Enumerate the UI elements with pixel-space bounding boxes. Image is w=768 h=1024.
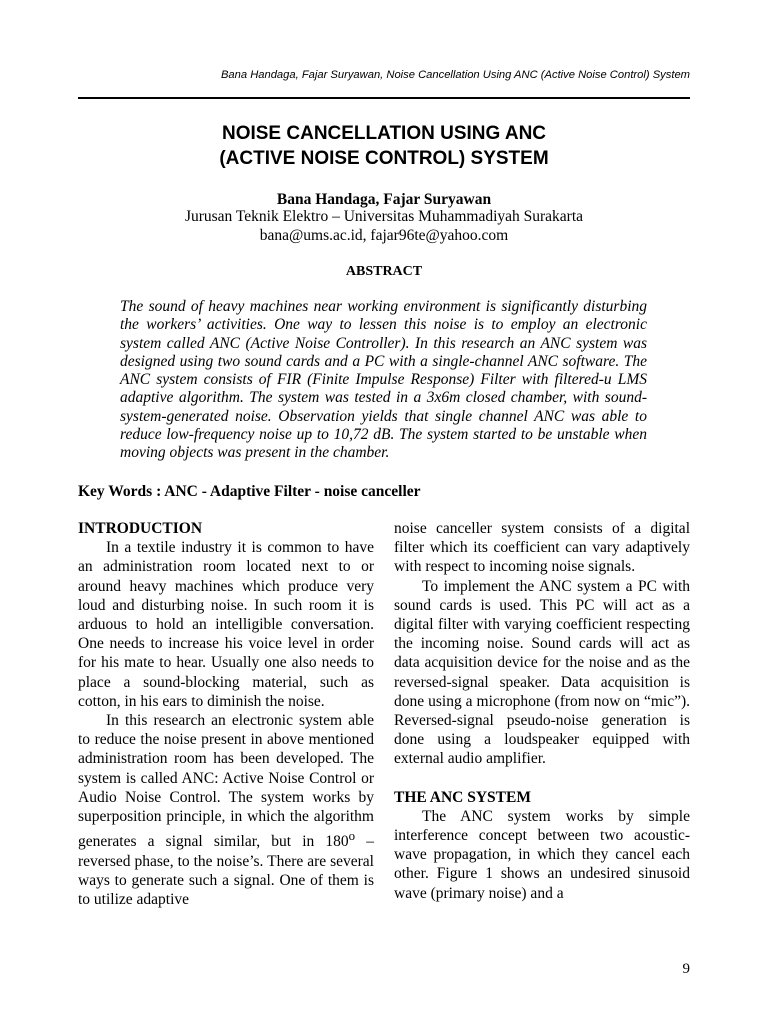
running-head: Bana Handaga, Fajar Suryawan, Noise Cancellation Using ANC (Active Noise Control) System: [220, 69, 690, 81]
abstract-text: The sound of heavy machines near working environment is significantly disturbing the workers’ activities. One way to lessen this noise is to employ an electronic system called ANC (Active Noise Controller). In this research an ANC system was designed using two sound cards and a PC with a single-channel ANC software. The ANC system consists of FIR (Finite Impulse Response) Filter with filtered-u LMS adaptive algorithm. The system was tested in a 3x6m closed chamber, with sound-system-generated noise. Observation yields that single channel ANC was able to reduce low-frequency noise up to 10,72 dB. The system started to be unstable when moving objects was present in the chamber.: [120, 298, 647, 461]
paper-title-line-1: NOISE CANCELLATION USING ANC: [221, 123, 547, 144]
introduction-paragraph-2-start: In this research an electronic system able to reduce the noise present in above mentioned administration room has been developed. The system is called ANC: Active Noise Control or Audio Noise Control. The system works by superposition principle, in which the algorithm generates a signal similar, but in 180: [78, 712, 374, 851]
degree-superscript: o: [348, 828, 356, 844]
author-emails: bana@ums.ac.id, fajar96te@yahoo.com: [259, 227, 509, 244]
header-rule: [78, 97, 690, 99]
introduction-paragraph-2: [78, 711, 374, 909]
anc-system-heading: THE ANC SYSTEM: [394, 788, 531, 806]
keywords: Key Words : ANC - Adaptive Filter - noise canceller: [78, 483, 421, 500]
authors: Bana Handaga, Fajar Suryawan: [276, 191, 492, 208]
introduction-paragraph-1: In a textile industry it is common to have an administration room located next to or around heavy machines which produce very loud and disturbing noise. In such room it is arduous to hold an intelligible conversation. One needs to increase his voice level in order for his mate to hear. Usually one also needs to place a sound-blocking material, such as cotton, in his ears to diminish the noise.: [78, 539, 374, 710]
paper-title: [78, 121, 690, 171]
affiliation: Jurusan Teknik Elektro – Universitas Muhammadiyah Surakarta: [184, 208, 584, 225]
abstract-heading: ABSTRACT: [345, 264, 423, 279]
introduction-heading: INTRODUCTION: [78, 520, 203, 537]
anc-system-paragraph-1: The ANC system works by simple interference concept between two acoustic-wave propagation, in which they cancel each other. Figure 1 shows an undesired sinusoid wave (primary noise) and a: [394, 807, 690, 902]
introduction-paragraph-2-end: – reversed phase, to the noise’s. There are several ways to generate such a signal. One of them is to utilize adaptive: [78, 833, 374, 909]
right-column: [394, 519, 690, 903]
introduction-paragraph-3: noise canceller system consists of a digital filter which its coefficient can vary adaptively with respect to incoming noise signals.: [394, 520, 690, 576]
left-column: [78, 519, 374, 909]
introduction-paragraph-4: To implement the ANC system a PC with sound cards is used. This PC will act as a digital filter with varying coefficient respecting the incoming noise. Sound cards will act as data acquisition device for the noise and as the reversed-signal speaker. Data acquisition is done using a microphone (from now on “mic”). Reversed-signal pseudo-noise generation is done using a loudspeaker equipped with external audio amplifier.: [394, 577, 690, 768]
paper-title-line-2: (ACTIVE NOISE CONTROL) SYSTEM: [219, 148, 549, 169]
page-number: 9: [682, 961, 690, 977]
